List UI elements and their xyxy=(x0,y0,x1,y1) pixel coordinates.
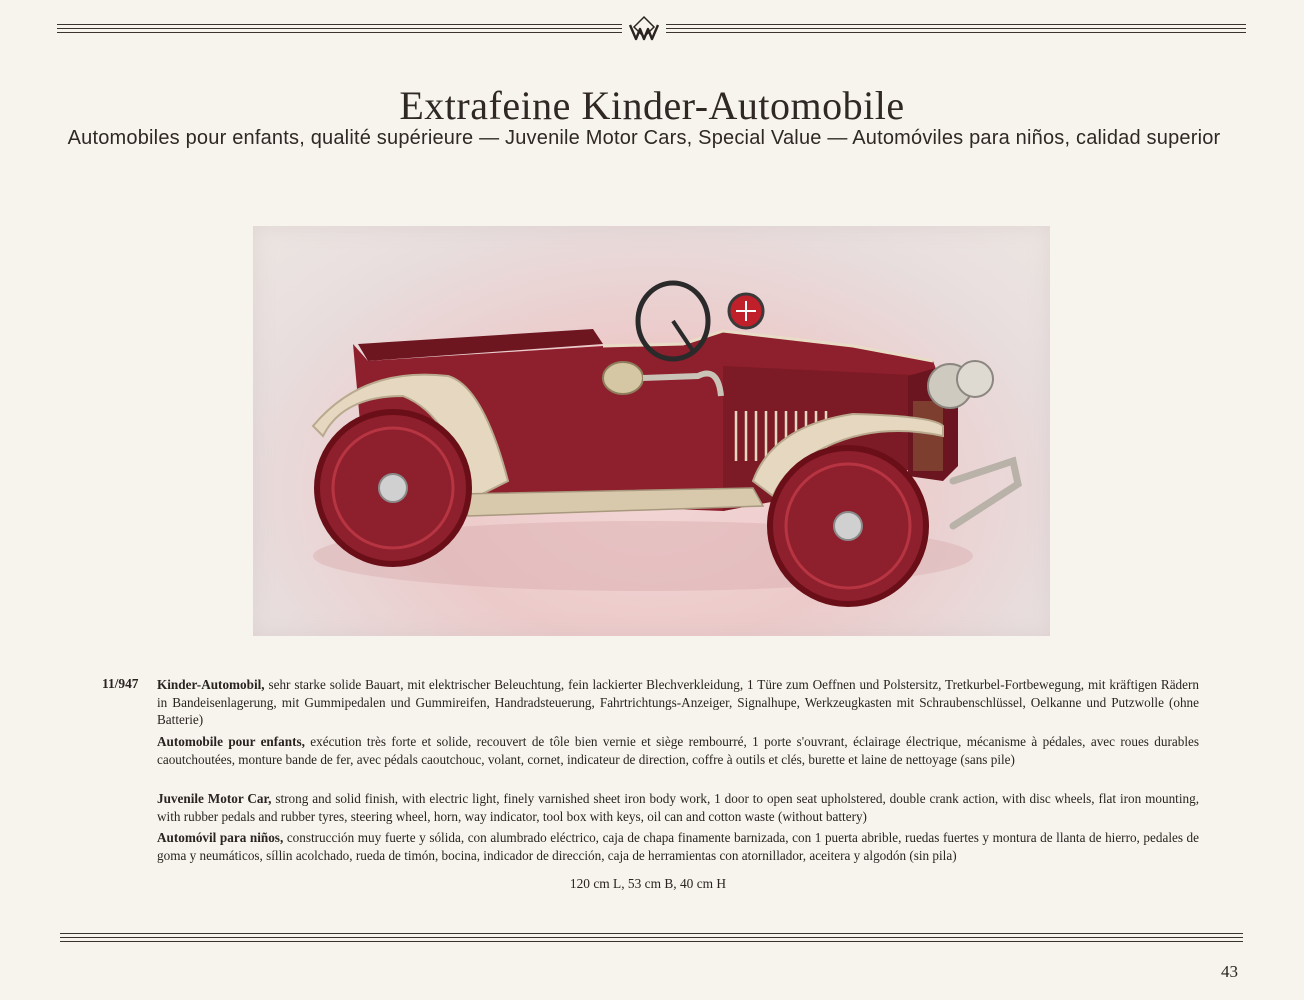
german-product-name: Kinder-Automobil, xyxy=(157,677,265,692)
page-subtitle: Automobiles pour enfants, qualité supérieure — Juvenile Motor Cars, Special Value — Automóviles para niños, calidad superior xyxy=(67,127,1221,149)
german-description: sehr starke solide Bauart, mit elektrischer Beleuchtung, fein lackierter Blechverkleidung, 1 Türe zum Oeffnen und Polstersitz, Tretkurbel-Fortbewegung, mit kräftigen Rädern in Bandeisenlagerung, mit Gummipedalen und Gummireifen, Handradsteuerung, Fahrtrichtungs-Anzeiger, Signalhupe, Werkzeugkasten mit Schraubenschlüssel, Oelkanne und Putzwolle (ohne Batterie) xyxy=(157,677,1199,727)
english-description: strong and solid finish, with electric light, finely varnished sheet iron body work, 1 door to open seat upholstered, double crank action, with disc wheels, flat iron mounting, with rubber pedals and rubber tyres, steering wheel, horn, way indicator, tool box with keys, oil can and cotton waste (without battery) xyxy=(157,791,1199,824)
spanish-description: construcción muy fuerte y sólida, con alumbrado eléctrico, caja de chapa finamente barnizada, con 1 puerta abrible, ruedas fuertes y montura de llanta de hierro, pedales de goma y neumáticos, síllin acolchado, rueda de timón, bocina, indicador de dirección, caja de herramientas con atornillador, aceitera y algodón (sin pila) xyxy=(157,830,1199,863)
top-rule-left xyxy=(57,24,622,36)
spanish-product-name: Automóvil para niños, xyxy=(157,830,284,845)
page-number: 43 xyxy=(1221,962,1238,981)
description-german xyxy=(157,676,1199,729)
description-spanish xyxy=(157,829,1199,864)
brand-logo-icon xyxy=(624,15,664,45)
french-product-name: Automobile pour enfants, xyxy=(157,734,305,749)
bottom-rule xyxy=(60,933,1243,945)
pedal-car-illustration xyxy=(253,226,1050,636)
french-description: exécution très forte et solide, recouvert de tôle bien vernie et siège rembourré, 1 porte s'ouvrant, éclairage électrique, mécanisme à pédales, avec roues durables caoutchoutées, monture bande de fer, avec pédals caoutchouc, volant, cornet, indicateur de direction, coffre à outils et clés, burette et laine de nettoyage (sans pile) xyxy=(157,734,1199,767)
page-title: Extrafeine Kinder-Automobile xyxy=(399,83,905,128)
description-french xyxy=(157,733,1199,768)
dimensions xyxy=(0,876,1304,892)
top-rule-right xyxy=(666,24,1246,36)
description-english xyxy=(157,790,1199,825)
article-number: 11/947 xyxy=(102,676,139,691)
dimensions-text: 120 cm L, 53 cm B, 40 cm H xyxy=(569,876,727,891)
english-product-name: Juvenile Motor Car, xyxy=(157,791,272,806)
